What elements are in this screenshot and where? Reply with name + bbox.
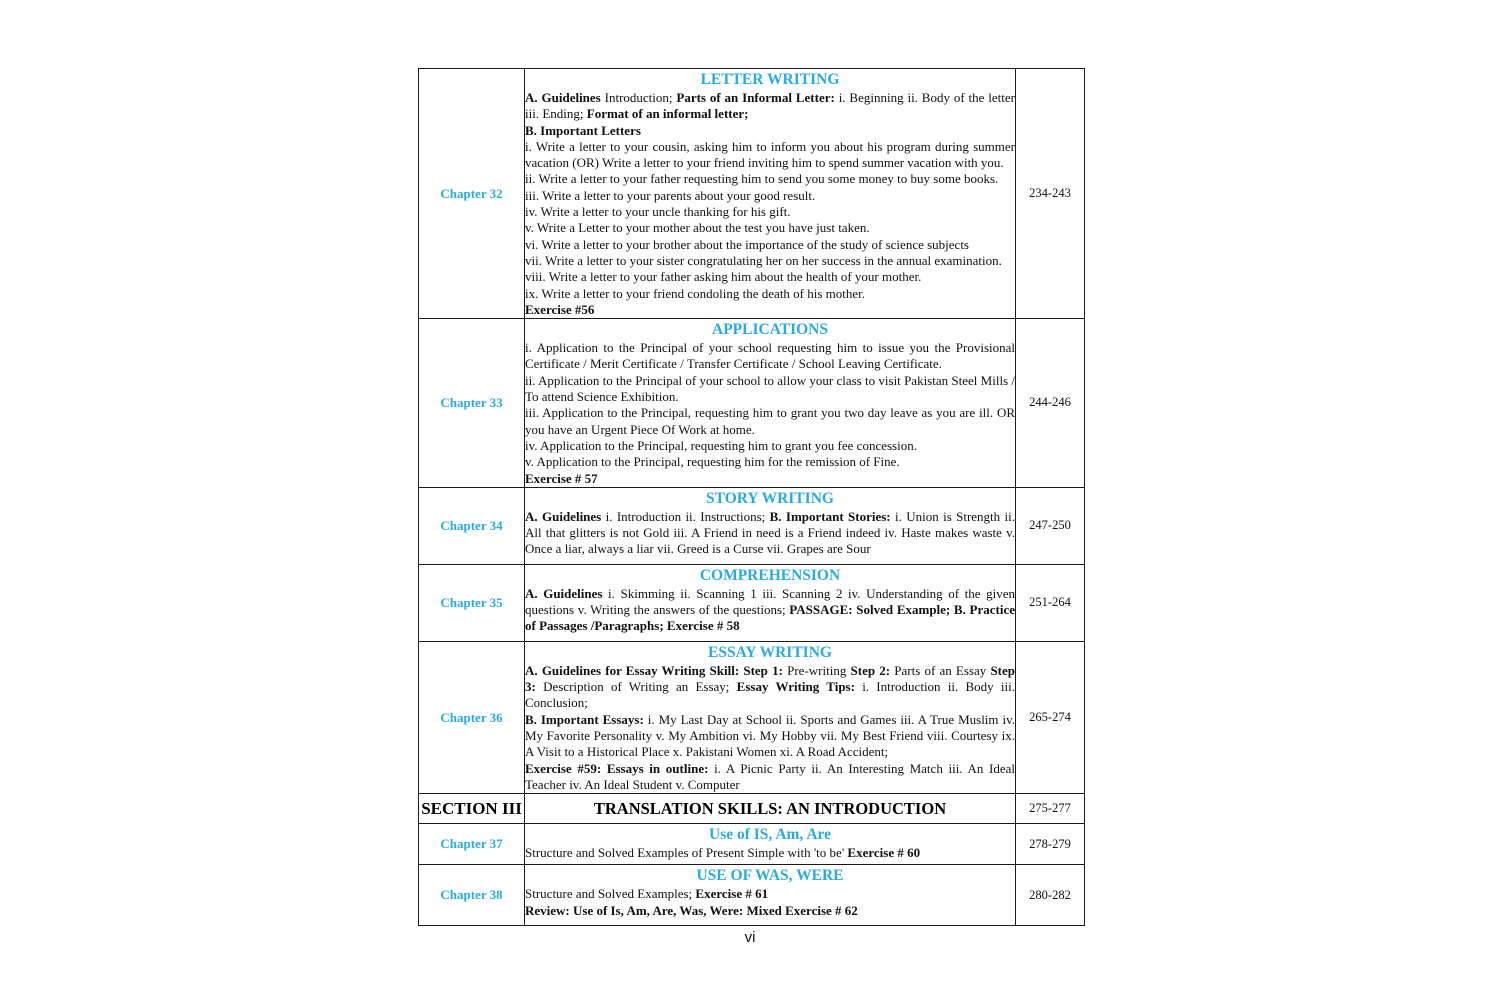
description-paragraph <box>525 454 1015 470</box>
description-paragraph <box>525 712 1015 761</box>
description-cell <box>525 319 1016 488</box>
description-paragraph <box>525 663 1015 712</box>
section-label: SECTION III <box>419 794 525 824</box>
description-paragraph <box>525 188 1015 204</box>
chapter-title: LETTER WRITING <box>700 71 840 88</box>
text-segment: iii. Write a letter to your parents about your good result. <box>525 187 816 203</box>
chapter-title: ESSAY WRITING <box>708 643 832 661</box>
pages-cell: 234-243 <box>1016 69 1085 319</box>
text-segment: Step 2: <box>850 662 895 678</box>
description-paragraph <box>525 220 1015 236</box>
text-segment: Parts of an Informal Letter: <box>676 90 839 105</box>
toc-body <box>419 69 1085 926</box>
chapter-title: APPLICATIONS <box>712 321 828 339</box>
text-segment: ii. Write a letter to your father requesting him to send you some money to buy some books. <box>525 171 999 187</box>
description-paragraph <box>525 886 1015 902</box>
description-paragraph <box>525 123 1015 139</box>
text-segment: Structure and Solved Examples of Present Simple with 'to be' <box>525 845 848 861</box>
text-segment: B. Important Stories: <box>769 508 895 524</box>
description-paragraph <box>525 903 1015 919</box>
table-of-contents <box>418 68 1084 926</box>
toc-table <box>418 68 1085 926</box>
text-segment: Essay Writing Tips: <box>736 679 863 695</box>
text-segment: Structure and Solved Examples; <box>525 886 696 902</box>
description-paragraph <box>525 340 1015 373</box>
text-segment: i. Beginning ii. Body of the letter iii. Ending; <box>525 90 1015 122</box>
chapter-label: Chapter 33 <box>419 319 525 488</box>
description-paragraph <box>525 171 1015 187</box>
text-segment: Review: Use of Is, Am, Are, Was, Were: Mixed Exercise # 62 <box>525 902 858 918</box>
text-segment: A. Guidelines <box>525 508 606 524</box>
text-segment: vi. Write a letter to your brother about the importance of the study of science subjects <box>525 236 969 252</box>
table-row <box>419 865 1085 926</box>
chapter-title: Use of IS, Am, Are <box>709 826 831 844</box>
text-segment: Exercise #59: Essays in outline: <box>525 760 715 776</box>
text-segment: vii. Write a letter to your sister congratulating her on her success in the annual examination. <box>525 252 1002 268</box>
text-segment: ix. Write a letter to your friend condoling the death of his mother. <box>525 285 866 301</box>
description-cell <box>525 564 1016 641</box>
description-cell <box>525 824 1016 865</box>
chapter-label: Chapter 38 <box>419 865 525 926</box>
text-segment: i. Introduction ii. Instructions; <box>605 508 770 524</box>
text-segment: Exercise # 60 <box>847 845 921 861</box>
description-paragraph <box>525 269 1015 285</box>
description-cell <box>525 69 1016 319</box>
description-paragraph <box>525 302 1015 318</box>
text-segment: i. Introduction ii. Body iii. Conclusion; <box>525 679 1015 711</box>
pages-cell: 265-274 <box>1016 641 1085 793</box>
description-paragraph <box>525 405 1015 438</box>
chapter-label: Chapter 37 <box>419 824 525 865</box>
text-segment: iv. Application to the Principal, requesting him to grant you fee concession. <box>525 437 917 453</box>
description-paragraph <box>525 586 1015 635</box>
text-segment: A. Guidelines for Essay Writing Skill: Step 1: <box>525 662 788 678</box>
description-paragraph <box>525 139 1015 172</box>
page-number: vi <box>744 929 756 946</box>
pages-cell: 251-264 <box>1016 564 1085 641</box>
text-segment: PASSAGE: Solved Example; B. Practice of Passages /Paragraphs; Exercise # 58 <box>525 602 1015 634</box>
description-cell <box>525 794 1016 824</box>
text-segment: B. Important Essays: <box>525 711 648 727</box>
text-segment: Introduction; <box>604 90 677 105</box>
text-segment: v. Application to the Principal, requesting him for the remission of Fine. <box>525 454 900 470</box>
table-row <box>419 319 1085 488</box>
description-paragraph <box>525 204 1015 220</box>
text-segment: i. Application to the Principal of your school requesting him to issue you the Provisional Certificate / Merit Certificate / Transfer Certificate / School Leaving Certificate. <box>525 340 1015 372</box>
text-segment: i. Skimming ii. Scanning 1 iii. Scanning 2 iv. Understanding of the given questions v. Writing the answers of the questions; <box>525 585 1016 618</box>
chapter-label: Chapter 32 <box>419 69 525 319</box>
table-row <box>419 824 1085 865</box>
text-segment: v. Write a Letter to your mother about the test you have just taken. <box>525 220 870 236</box>
table-row <box>419 69 1085 319</box>
text-segment: Parts of an Essay <box>894 662 991 678</box>
text-segment: Exercise # 61 <box>695 886 769 902</box>
text-segment: B. Important Letters <box>525 122 641 138</box>
table-row <box>419 564 1085 641</box>
text-segment: Exercise #56 <box>525 301 595 317</box>
chapter-label: Chapter 35 <box>419 564 525 641</box>
pages-cell: 275-277 <box>1016 794 1085 824</box>
table-row <box>419 794 1085 824</box>
table-row <box>419 487 1085 564</box>
chapter-label: Chapter 34 <box>419 487 525 564</box>
description-paragraph <box>525 237 1015 253</box>
description-cell <box>525 641 1016 793</box>
text-segment: iii. Application to the Principal, requesting him to grant you two day leave as you are ill. OR you have an Urgent Piece Of Work at home. <box>525 405 1015 437</box>
text-segment: Exercise # 57 <box>525 470 598 486</box>
description-paragraph <box>525 373 1015 406</box>
table-row <box>419 641 1085 793</box>
pages-cell: 247-250 <box>1016 487 1085 564</box>
text-segment: Description of Writing an Essay; <box>543 679 737 695</box>
chapter-label: Chapter 36 <box>419 641 525 793</box>
pages-cell: 280-282 <box>1016 865 1085 926</box>
text-segment: A. Guidelines <box>525 90 605 105</box>
chapter-title: COMPREHENSION <box>699 566 841 584</box>
text-segment: i. Write a letter to your cousin, asking him to inform you about his program during summer vacation (OR) Write a letter to your friend inviting him to spend summer vacation with you. <box>525 138 1015 171</box>
description-paragraph <box>525 253 1015 269</box>
description-paragraph <box>525 90 1015 123</box>
text-segment: A. Guidelines <box>525 585 609 601</box>
description-cell <box>525 487 1016 564</box>
text-segment: i. My Last Day at School ii. Sports and Games iii. A True Muslim iv. My Favorite Personality v. My Ambition vi. My Hobby vii. My Best Friend viii. Courtesy ix. A Visit to a Historical Place x. Pakistani Women xi. A Road Accident; <box>525 711 1016 760</box>
description-cell <box>525 865 1016 926</box>
pages-cell: 244-246 <box>1016 319 1085 488</box>
description-paragraph <box>525 286 1015 302</box>
section-title: TRANSLATION SKILLS: AN INTRODUCTION <box>593 799 947 819</box>
chapter-title: STORY WRITING <box>706 489 834 507</box>
text-segment: Format of an informal letter; <box>586 106 749 122</box>
pages-cell: 278-279 <box>1016 824 1085 865</box>
text-segment: Step 3: <box>525 662 1016 695</box>
text-segment: ii. Application to the Principal of your school to allow your class to visit Pakistan Steel Mills / To attend Science Exhibition. <box>525 372 1015 405</box>
text-segment: viii. Write a letter to your father asking him about the health of your mother. <box>525 269 922 285</box>
text-segment: i. A Picnic Party ii. An Interesting Match iii. An Ideal Teacher iv. An Ideal Student v. Computer <box>525 760 1016 792</box>
description-paragraph <box>525 845 1015 861</box>
description-paragraph <box>525 471 1015 487</box>
text-segment: iv. Write a letter to your uncle thanking for his gift. <box>525 204 791 220</box>
chapter-title: USE OF WAS, WERE <box>696 867 844 885</box>
description-paragraph <box>525 761 1015 794</box>
description-paragraph <box>525 438 1015 454</box>
text-segment: Pre-writing <box>787 662 851 678</box>
description-paragraph <box>525 509 1015 558</box>
text-segment: i. Union is Strength ii. All that glitters is not Gold iii. A Friend in need is a Friend indeed iv. Haste makes waste v. Once a liar, always a liar vii. Greed is a Curse vii. Grapes are Sour <box>525 508 1015 557</box>
